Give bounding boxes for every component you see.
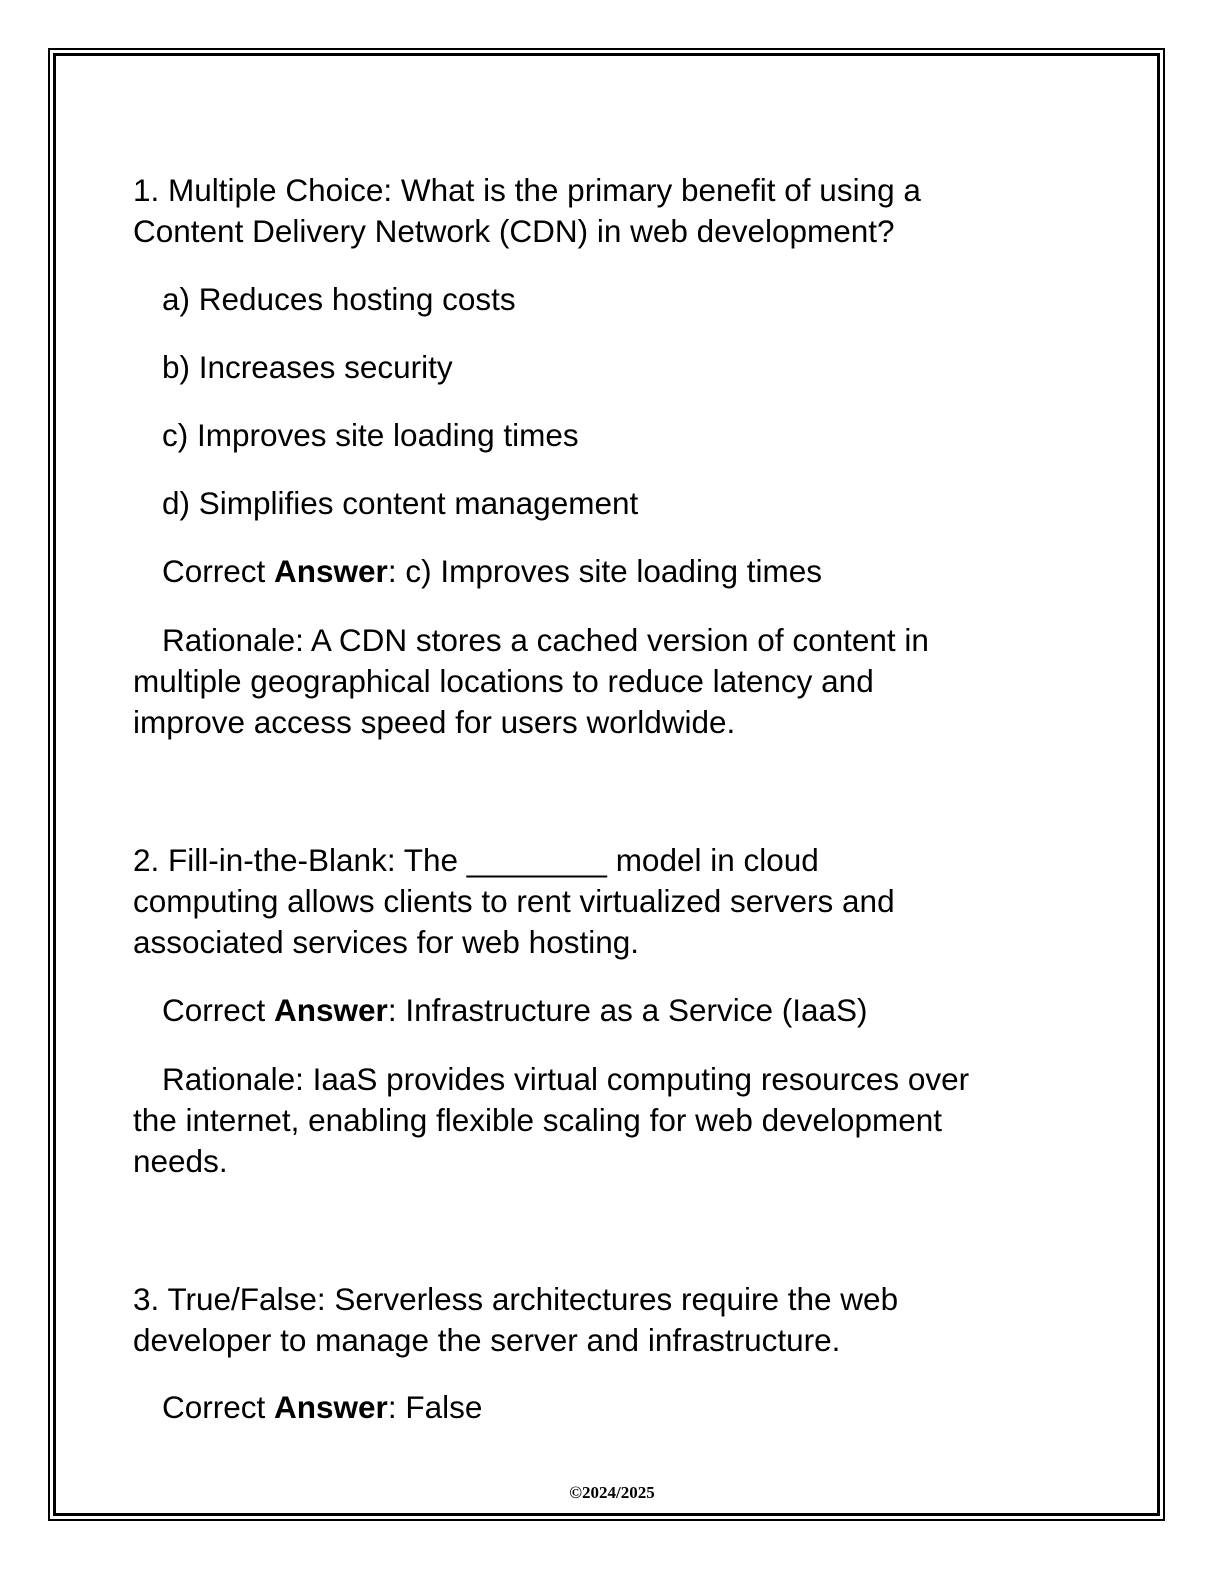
question-3-answer <box>162 1387 482 1428</box>
question-3-line-1: 3. True/False: Serverless architectures require the web <box>133 1281 899 1317</box>
question-2-line-2: computing allows clients to rent virtualized servers and <box>133 883 895 919</box>
answer-value: : Infrastructure as a Service (IaaS) <box>387 992 868 1028</box>
question-1-line-1: 1. Multiple Choice: What is the primary benefit of using a <box>133 172 921 208</box>
rationale-line-2: the internet, enabling flexible scaling for web development <box>133 1102 943 1138</box>
question-3-prompt <box>133 1279 898 1361</box>
question-2-prompt <box>133 840 895 963</box>
question-1-line-2: Content Delivery Network (CDN) in web development? <box>133 213 895 249</box>
answer-value: : c) Improves site loading times <box>387 553 822 589</box>
rationale-line-1: Rationale: A CDN stores a cached version of content in <box>162 622 929 658</box>
answer-prefix: Correct <box>162 992 275 1028</box>
question-2-line-3: associated services for web hosting. <box>133 924 639 960</box>
rationale-line-3: improve access speed for users worldwide. <box>133 704 736 740</box>
question-1-answer <box>162 551 822 592</box>
answer-label: Answer <box>274 992 388 1028</box>
answer-prefix: Correct <box>162 553 275 589</box>
question-2-answer <box>162 990 868 1031</box>
answer-label: Answer <box>274 553 388 589</box>
answer-label: Answer <box>274 1389 388 1425</box>
copyright-footer: ©2024/2025 <box>569 1483 655 1502</box>
question-1-option-b: b) Increases security <box>162 349 453 385</box>
question-1-rationale <box>133 620 929 743</box>
question-1-prompt <box>133 170 921 252</box>
rationale-line-3: needs. <box>133 1143 228 1179</box>
question-1-option-a: a) Reduces hosting costs <box>162 281 516 317</box>
question-1-option-d: d) Simplifies content management <box>162 485 639 521</box>
answer-prefix: Correct <box>162 1389 275 1425</box>
question-1-option-c: c) Improves site loading times <box>162 417 579 453</box>
rationale-line-2: multiple geographical locations to reduce latency and <box>133 663 874 699</box>
question-2-line-1: 2. Fill-in-the-Blank: The ________ model in cloud <box>133 842 819 878</box>
question-3-line-2: developer to manage the server and infrastructure. <box>133 1322 841 1358</box>
rationale-line-1: Rationale: IaaS provides virtual computing resources over <box>162 1061 970 1097</box>
question-2-rationale <box>133 1059 969 1182</box>
answer-value: : False <box>387 1389 483 1425</box>
